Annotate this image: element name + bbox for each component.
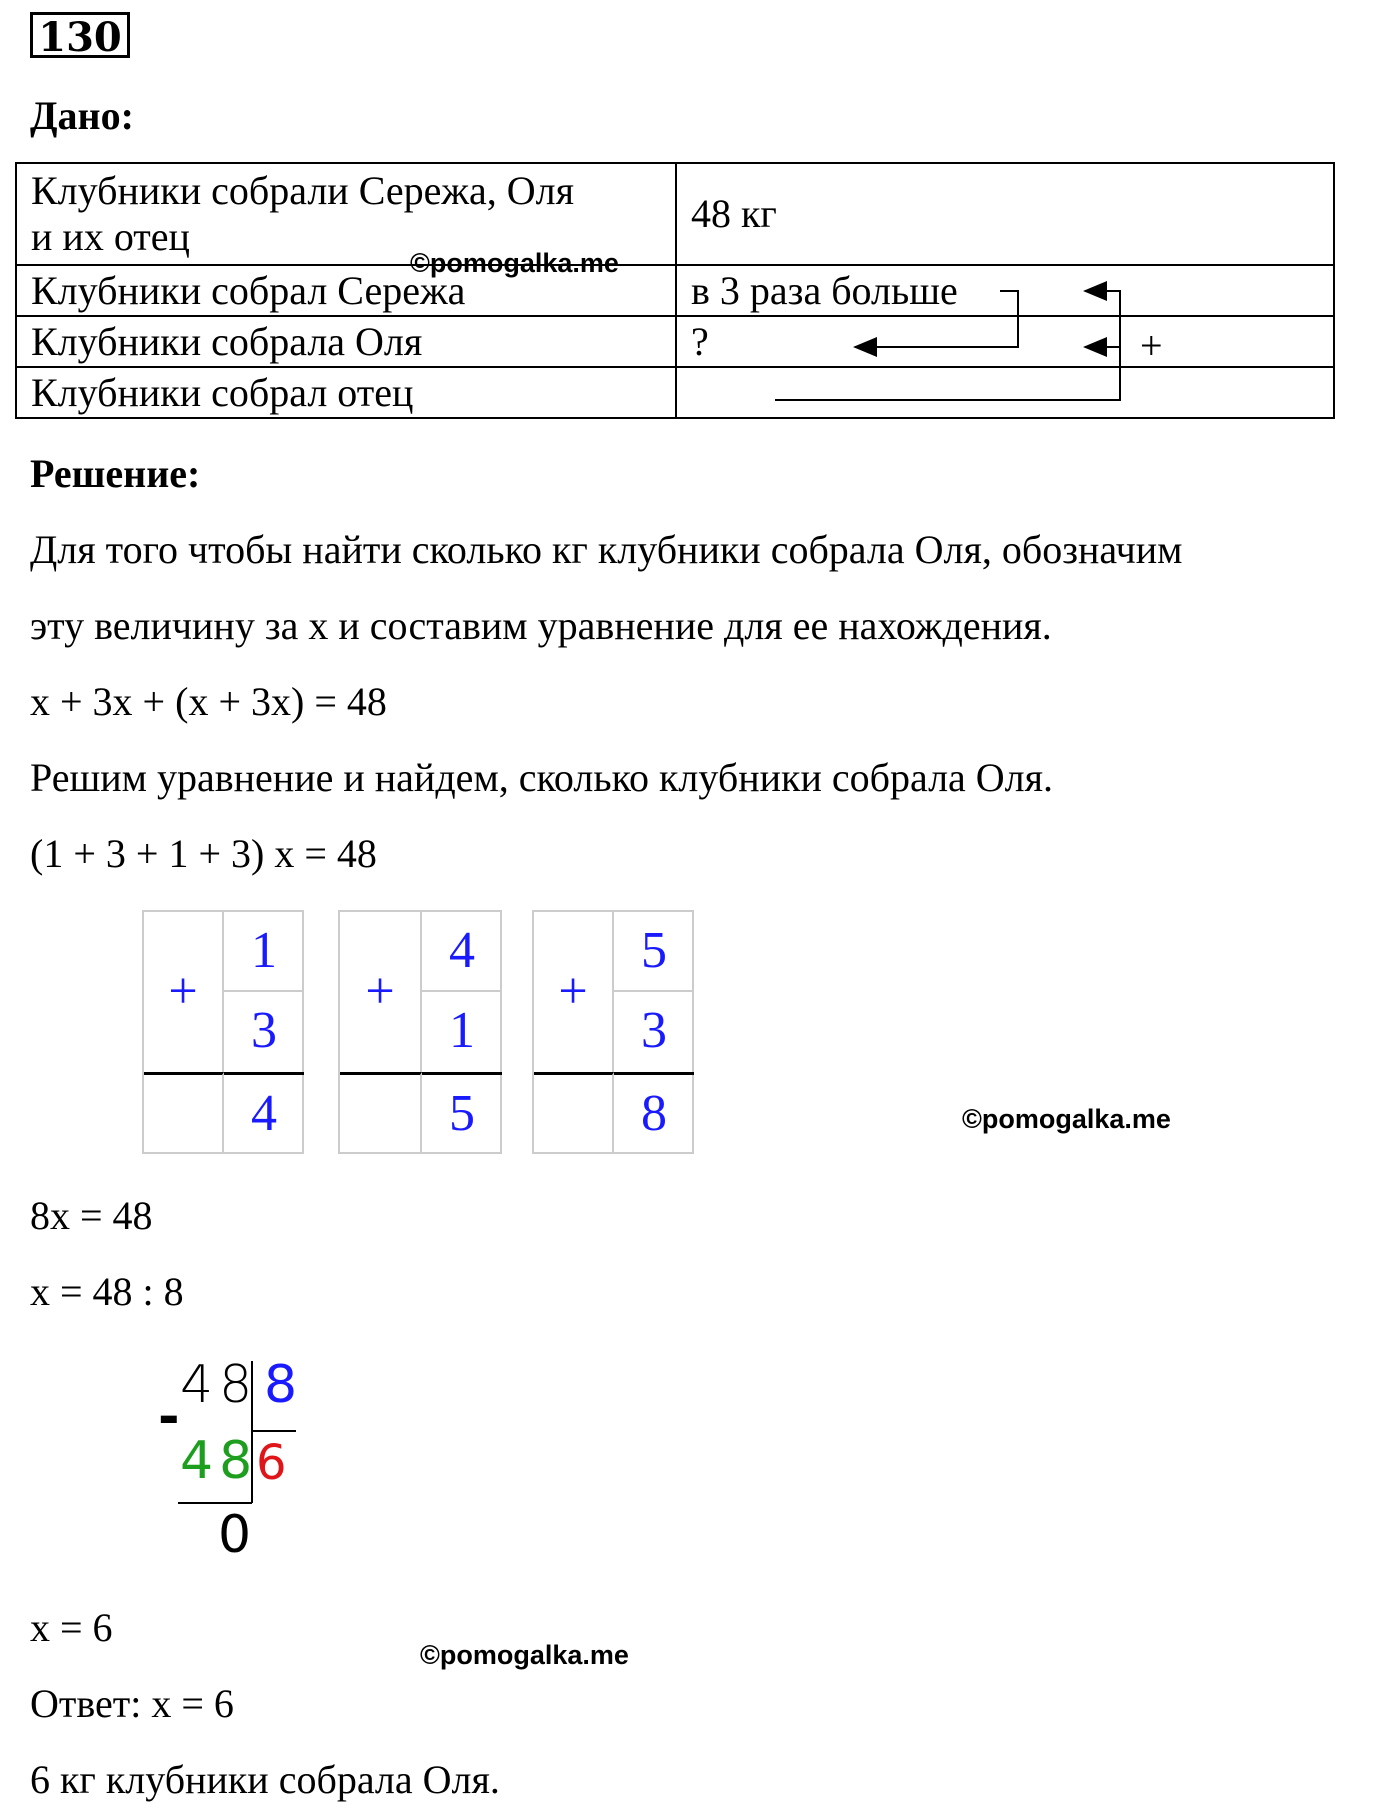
- equation: (1 + 3 + 1 + 3) x = 48: [30, 831, 377, 876]
- column-addition: [338, 910, 502, 1154]
- sum-result: 4: [224, 1072, 304, 1154]
- minus-sign: -: [158, 1387, 180, 1447]
- addend: 5: [614, 912, 694, 992]
- equation: x = 6: [30, 1605, 113, 1650]
- empty-cell: [534, 1072, 614, 1154]
- task-number: 130: [30, 12, 130, 58]
- arrow-times-three: [855, 291, 1018, 347]
- long-division: [150, 1355, 310, 1575]
- addition-operator: +: [534, 912, 614, 1072]
- addend: 3: [251, 1002, 277, 1059]
- addend: 1: [449, 1002, 475, 1059]
- dividend: 48: [180, 1355, 259, 1415]
- table-cell-label: Клубники собрала Оля: [16, 316, 676, 367]
- divisor: 8: [264, 1355, 298, 1415]
- table-cell-value: ?: [676, 316, 1334, 367]
- column-addition: [142, 910, 304, 1154]
- addend: 1: [224, 912, 304, 992]
- empty-cell: [340, 1072, 422, 1154]
- equation: x + 3x + (x + 3x) = 48: [30, 679, 387, 724]
- column-addition: [532, 910, 694, 1154]
- remainder: 0: [218, 1505, 252, 1565]
- sum-result: 8: [614, 1072, 694, 1154]
- addition-operator: +: [340, 912, 422, 1072]
- watermark: ©pomogalka.me: [962, 1104, 1171, 1134]
- relation-arrows: [0, 0, 1400, 460]
- empty-cell: [144, 1072, 224, 1154]
- table-cell-label-line: Клубники собрали Сережа, Оля: [31, 168, 575, 213]
- paragraph-line: эту величину за x и составим уравнение для ее нахождения.: [30, 603, 1052, 648]
- quotient: 6: [256, 1435, 287, 1491]
- equation: 8x = 48: [30, 1193, 153, 1238]
- addition-operator: +: [144, 912, 224, 1072]
- division-lines: [150, 1355, 310, 1515]
- given-heading: Дано:: [30, 93, 134, 138]
- subtrahend: 48: [180, 1431, 259, 1491]
- table-cell-label-line: и их отец: [31, 214, 190, 259]
- addend: 4: [422, 912, 502, 992]
- watermark: ©pomogalka.me: [420, 1640, 629, 1670]
- table-cell-value: 48 кг: [676, 163, 1334, 265]
- table-cell-label: Клубники собрал Сережа: [16, 265, 676, 316]
- sentence: Решим уравнение и найдем, сколько клубники собрала Оля.: [30, 755, 1054, 800]
- table-cell-label: Клубники собрал отец: [16, 367, 676, 418]
- solution-heading: Решение:: [30, 451, 201, 496]
- watermark: ©pomogalka.me: [410, 248, 619, 278]
- paragraph-line: Для того чтобы найти сколько кг клубники собрала Оля, обозначим: [30, 527, 1183, 572]
- conclusion: 6 кг клубники собрала Оля.: [30, 1757, 500, 1802]
- answer: Ответ: x = 6: [30, 1681, 234, 1726]
- table-cell-value: в 3 раза больше: [676, 265, 1334, 316]
- arrow-sum-to-seryozha: [775, 291, 1120, 400]
- plus-mark: +: [1140, 323, 1163, 368]
- sum-result: 5: [422, 1072, 502, 1154]
- addend: 3: [641, 1002, 667, 1059]
- equation: x = 48 : 8: [30, 1269, 184, 1314]
